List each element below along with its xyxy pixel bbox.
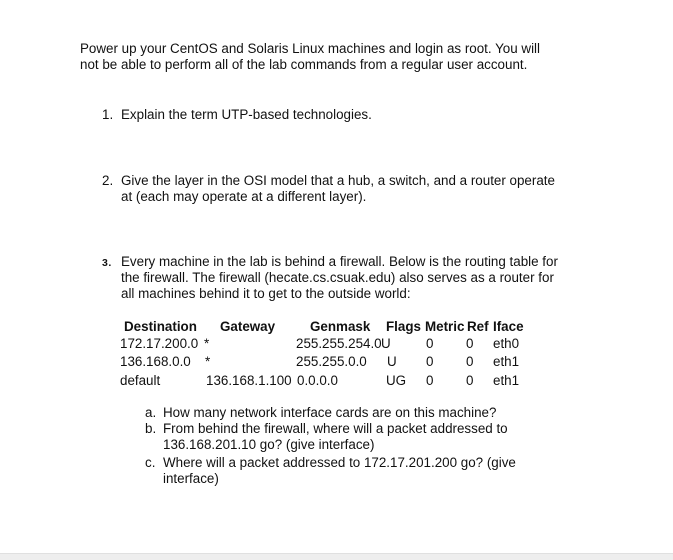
table-row-2-flags: U	[387, 354, 397, 369]
table-row-2-destination: 136.168.0.0	[120, 354, 191, 369]
table-row-2-iface: eth1	[493, 354, 520, 369]
sub-question-a-line-1: How many network interface cards are on this machine?	[163, 405, 497, 420]
sub-question-c-text	[163, 455, 516, 487]
sub-question-b-text	[163, 421, 508, 453]
table-row-3-flags: UG	[386, 373, 407, 388]
intro-line-2: not be able to perform all of the lab commands from a regular user account.	[80, 57, 528, 72]
question-2-line-2: at (each may operate at a different layer).	[121, 189, 367, 204]
table-row-2-ref: 0	[466, 354, 474, 369]
question-1-number: 1.	[102, 107, 114, 122]
table-row-1-metric: 0	[426, 336, 434, 351]
table-row-3-gateway: 136.168.1.100	[206, 373, 292, 388]
sub-question-b-line-1: From behind the firewall, where will a packet addressed to	[163, 421, 508, 436]
table-row-1-ref: 0	[466, 336, 474, 351]
sub-question-c-letter: c.	[145, 455, 156, 470]
sub-question-b-letter: b.	[145, 421, 157, 436]
table-row-3-metric: 0	[426, 373, 434, 388]
sub-question-a-text	[163, 405, 496, 421]
sub-question-c-line-1: Where will a packet addressed to 172.17.201.200 go? (give	[163, 455, 516, 470]
question-3-line-1: Every machine in the lab is behind a firewall. Below is the routing table for	[121, 254, 558, 269]
intro-paragraph	[80, 41, 640, 73]
table-row-2-gateway: *	[205, 354, 211, 369]
header-destination: Destination	[124, 319, 197, 334]
header-ref: Ref	[467, 319, 489, 334]
header-metric: Metric	[425, 319, 465, 334]
table-row-2-genmask: 255.255.0.0	[296, 354, 367, 369]
question-3-number: 3.	[102, 257, 112, 269]
header-gateway: Gateway	[220, 319, 276, 334]
table-row-3-iface: eth1	[493, 373, 520, 388]
table-row-1-iface: eth0	[493, 336, 520, 351]
header-iface: Iface	[493, 319, 524, 334]
table-row-1-gateway: *	[204, 336, 210, 351]
table-row-1-genmask: 255.255.254.0	[296, 336, 382, 351]
header-genmask: Genmask	[310, 319, 371, 334]
table-row-3-ref: 0	[466, 373, 474, 388]
table-row-3-destination: default	[120, 373, 161, 388]
question-1-line-1: Explain the term UTP-based technologies.	[121, 107, 372, 122]
table-row-3-genmask: 0.0.0.0	[297, 373, 338, 388]
question-1-text	[121, 107, 372, 123]
sub-question-b-line-2: 136.168.201.10 go? (give interface)	[163, 437, 375, 452]
table-row-2-metric: 0	[426, 354, 434, 369]
header-flags: Flags	[386, 319, 421, 334]
table-row-1-destination: 172.17.200.0	[120, 336, 199, 351]
question-2-text	[121, 173, 555, 205]
question-3-text	[121, 254, 558, 302]
question-3-line-2: the firewall. The firewall (hecate.cs.csuak.edu) also serves as a router for	[121, 270, 554, 285]
question-2-line-1: Give the layer in the OSI model that a hub, a switch, and a router operate	[121, 173, 555, 188]
question-2-number: 2.	[102, 173, 114, 188]
sub-question-c-line-2: interface)	[163, 471, 219, 486]
table-row-1-flags: U	[381, 336, 391, 351]
intro-line-1: Power up your CentOS and Solaris Linux machines and login as root. You will	[80, 41, 541, 56]
sub-question-a-letter: a.	[145, 405, 157, 420]
question-3-line-3: all machines behind it to get to the outside world:	[121, 286, 411, 301]
